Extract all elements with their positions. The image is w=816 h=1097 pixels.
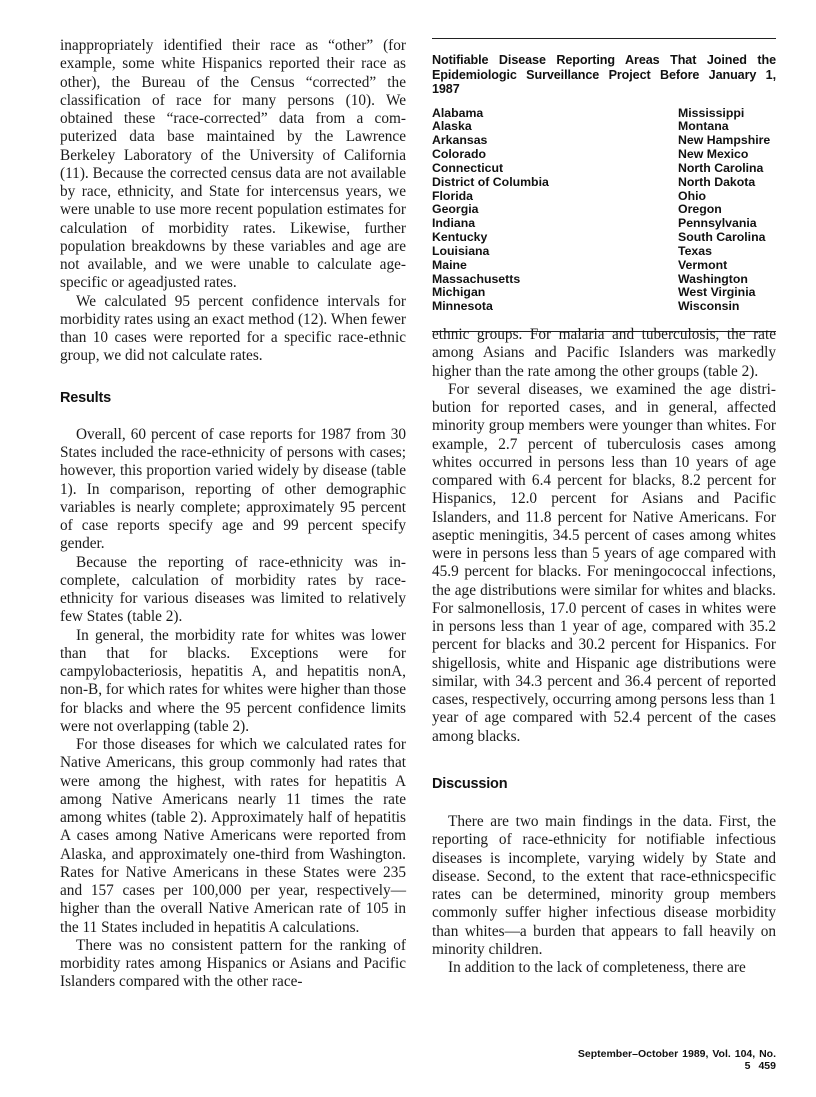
state-item: Michigan (432, 285, 486, 300)
box-title: Notifiable Disease Reporting Areas That Joined the Epidemiologic Surveillance Project Before January 1, 1987 (432, 53, 776, 96)
state-item: Pennsylvania (678, 216, 757, 231)
state-item: Alabama (432, 105, 484, 120)
state-item: Alaska (432, 119, 472, 134)
state-item: Florida (432, 188, 473, 203)
state-item: Oregon (678, 202, 722, 217)
state-item: Georgia (432, 202, 479, 217)
state-item: Indiana (432, 216, 476, 231)
reporting-areas-box (432, 38, 776, 332)
paragraph-results-incomplete: Because the reporting of race-ethnicity was incomplete, calculation of morbidity rates by raceethnicity for various diseases was limited to relatively few States (table 2). (60, 553, 406, 626)
paragraph-confidence-intervals: We calculated 95 percent confidence intervals for morbidity rates using an exact method (12). When fewer than 10 cases were reported for a specific race-ethnic group, we did not calculate rates. (60, 292, 406, 365)
state-list-column-2 (678, 107, 770, 315)
state-item: North Dakota (678, 174, 756, 189)
state-item: Vermont (678, 257, 728, 272)
paragraph-results-native-americans: For those diseases for which we calculated rates for Native Americans, this group commonly had rates that were among the highest, with rates for hepatitis A among Native Americans nearly 11 times the rate among whites (table 2). Approximately half of hepatitis A cases among Native Americans were reported from Alaska, and approximately one-third from Washington. Rates for Native Americans in these States were 235 and 157 cases per 100,000 per year, respectively—higher than the overall Native American rate of 105 in the 11 States included in hepatitis A calculations. (60, 736, 406, 936)
state-list (432, 107, 776, 315)
paragraph-census-correction: inappropriately identified their race as “other” (for example, some white Hispanics reported their race as other), the Bureau of the Census “corrected” the classification of race for many persons (10). We obtained these “race-corrected” data from a computerized data base maintained by the Lawrence Berkeley Laboratory of the University of California (11). Because the corrected census data are not available by race, ethnicity, and State for intercensus years, we were unable to use more recent population estimates for calculation of morbidity rates. Likewise, further population breakdowns by these variables and age are not available, and we were unable to calculate age-specific or ageadjusted rates. (60, 37, 406, 292)
state-item: Mississippi (678, 105, 745, 120)
box-top-rule (432, 38, 776, 39)
state-item: Minnesota (432, 299, 493, 314)
state-item: Arkansas (432, 133, 488, 148)
paragraph-malaria-tuberculosis: ethnic groups. For malaria and tuberculosis, the rate among Asians and Pacific Islanders was markedly higher than the rate among the other groups (table 2). (432, 326, 776, 380)
state-list-column-1 (432, 107, 678, 315)
paragraph-results-whites-blacks: In general, the morbidity rate for whites was lower than that for blacks. Exceptions were for campylobacteriosis, hepatitis A, and hepatitis nonA, non-B, for which rates for whites were higher than those for blacks and where the 95 percent confidence limits were not overlapping (table 2). (60, 626, 406, 735)
state-item: Colorado (432, 147, 486, 162)
state-item: Wisconsin (678, 299, 740, 314)
state-item: Louisiana (432, 243, 490, 258)
section-heading-results: Results (60, 389, 111, 406)
state-item: Ohio (678, 188, 707, 203)
paragraph-discussion-findings: There are two main findings in the data. First, the reporting of race-ethnicity for notifiable infectious diseases is incomplete, varying widely by State and disease. Second, to the extent that race-ethnicspecific rates can be determined, minority group members commonly suffer higher infectious disease morbidity than whites—a burden that appears to fall heavily on minority children. (432, 813, 776, 958)
state-item: Kentucky (432, 230, 488, 245)
state-item: Massachusetts (432, 271, 521, 286)
state-item: District of Columbia (432, 174, 549, 189)
paragraph-results-overall: Overall, 60 percent of case reports for 1987 from 30 States included the race-ethnicity of persons with cases; however, this proportion varied widely by disease (table 1). In comparison, reporting of other demographic variables is nearly complete; approximately 95 percent of case reports specify age and 99 percent specify gender. (60, 425, 406, 553)
paragraph-discussion-completeness: In addition to the lack of completeness, there are (448, 959, 746, 976)
section-heading-discussion: Discussion (432, 775, 508, 792)
state-item: New Hampshire (678, 133, 771, 148)
state-item: South Carolina (678, 230, 766, 245)
state-item: Washington (678, 271, 748, 286)
paragraph-age-distribution: For several diseases, we examined the age distribution for reported cases, and in general, affected minority group members were younger than whites. For example, 2.7 percent of tuberculosis cases among whites occurred in persons less than 10 years of age compared with 6.4 percent for blacks, 8.2 percent for Hispanics, 12.0 percent for Asians and Pacific Islanders, and 11.8 percent for Native Americans. For aseptic meningitis, 34.5 percent of cases among whites were in persons less than 5 years of age compared with 45.9 percent for blacks. For meningococcal infections, the age distributions were similar for whites and blacks. For salmonellosis, 17.0 percent of cases in whites were in persons less than 1 year of age, compared with 35.2 percent for blacks and 30.2 percent for Hispanics. For shigellosis, white and Hispanic age distributions were similar, with 34.3 percent and 36.4 percent of reported cases, respectively, occurring among persons less than 1 year of age compared with 52.4 percent of the cases among blacks. (432, 380, 776, 745)
paragraph-results-ranking: There was no consistent pattern for the ranking of morbidity rates among Hispanics or Asians and Pacific Islanders compared with the other race- (60, 936, 406, 991)
state-item: Maine (432, 257, 467, 272)
state-item: Texas (678, 243, 712, 258)
left-column (60, 37, 406, 992)
state-item: Connecticut (432, 160, 504, 175)
state-item: North Carolina (678, 160, 764, 175)
state-item: Montana (678, 119, 729, 134)
page-number: 459 (758, 1060, 776, 1072)
right-column (432, 326, 776, 977)
page-footer (556, 1048, 776, 1072)
state-item: New Mexico (678, 147, 749, 162)
journal-citation: September–October 1989, Vol. 104, No. 5 (577, 1048, 776, 1072)
state-item: West Virginia (678, 285, 756, 300)
